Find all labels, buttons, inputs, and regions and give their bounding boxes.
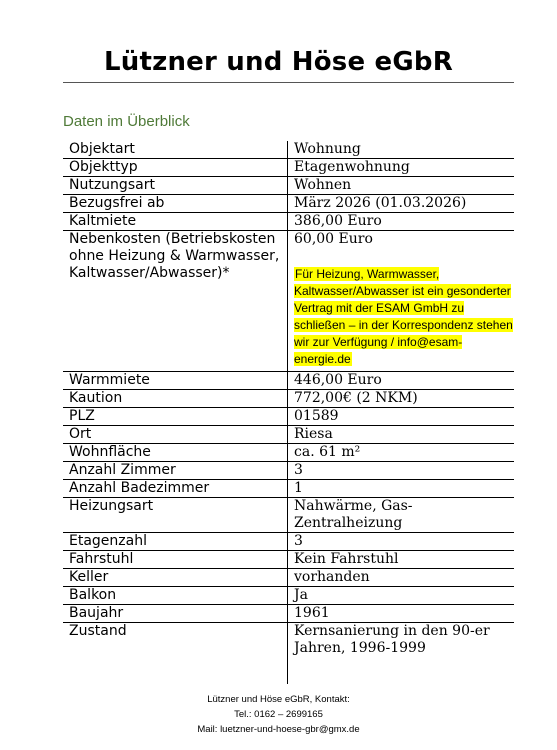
document-title: Lützner und Höse eGbR [104,47,453,77]
row-label: Etagenzahl [63,533,288,551]
footer-phone: Tel.: 0162 – 2699165 [234,709,323,720]
row-label: Objektart [63,141,288,159]
row-value: 772,00€ (2 NKM) [288,390,515,408]
row-label: Zustand [63,623,288,685]
row-label: Fahrstuhl [63,551,288,569]
table-row [63,533,514,551]
table-row [63,605,514,623]
row-value: 446,00 Euro [288,372,515,390]
table-row [63,231,514,372]
row-value: ca. 61 m² [288,444,515,462]
row-value: 386,00 Euro [288,213,515,231]
row-value: Kernsanierung in den 90-er Jahren, 1996-1999 [294,623,490,656]
row-value: vorhanden [288,569,515,587]
row-value: März 2026 (01.03.2026) [288,195,515,213]
footer-email: Mail: luetzner-und-hoese-gbr@gmx.de [197,724,360,735]
row-value: 1961 [288,605,515,623]
table-row [63,195,514,213]
row-label: Objekttyp [63,159,288,177]
contact-footer [0,692,557,737]
row-label: Nebenkosten (Betriebskosten ohne Heizung & Warmwasser, Kaltwasser/Abwasser)* [63,231,288,372]
table-row [63,408,514,426]
row-label: Bezugsfrei ab [63,195,288,213]
title-rule [63,82,514,83]
property-facts-table [63,141,514,684]
row-label: Kaltmiete [63,213,288,231]
row-value: 01589 [288,408,515,426]
table-row [63,159,514,177]
row-value: Riesa [288,426,515,444]
table-row [63,390,514,408]
table-row [63,462,514,480]
row-value: 1 [288,480,515,498]
row-value: Etagenwohnung [288,159,515,177]
table-row [63,444,514,462]
row-value: 3 [288,533,515,551]
row-label: Kaution [63,390,288,408]
row-value: Wohnen [288,177,515,195]
row-label: Anzahl Zimmer [63,462,288,480]
table-row [63,426,514,444]
footer-company: Lützner und Höse eGbR, Kontakt: [207,694,350,705]
row-label: Heizungsart [63,498,288,533]
row-value: Kein Fahrstuhl [288,551,515,569]
table-row [63,498,514,533]
table-row [63,551,514,569]
row-label: Wohnfläche [63,444,288,462]
table-row [63,569,514,587]
table-row [63,141,514,159]
row-label: PLZ [63,408,288,426]
section-heading: Daten im Überblick [63,113,190,130]
row-value: 60,00 Euro [294,231,373,247]
table-row [63,480,514,498]
row-label: Baujahr [63,605,288,623]
row-value: 3 [288,462,515,480]
spacer [294,248,514,266]
highlighted-note: Für Heizung, Warmwasser, Kaltwasser/Abwasser ist ein gesonderter Vertrag mit der ESAM GmbH zu schließen – in der Korrespondenz stehen wir zur Verfügung / info@esam-energie.de [294,267,513,366]
row-label: Warmmiete [63,372,288,390]
row-label: Nutzungsart [63,177,288,195]
table-row [63,623,514,685]
table-row [63,177,514,195]
row-label: Keller [63,569,288,587]
nebenkosten-cell [288,231,515,372]
row-value: Ja [288,587,515,605]
row-label: Ort [63,426,288,444]
table-row [63,372,514,390]
row-value: Nahwärme, Gas-Zentralheizung [288,498,515,533]
table-row [63,587,514,605]
row-label: Anzahl Badezimmer [63,480,288,498]
row-label: Balkon [63,587,288,605]
row-value: Wohnung [288,141,515,159]
table-row [63,213,514,231]
